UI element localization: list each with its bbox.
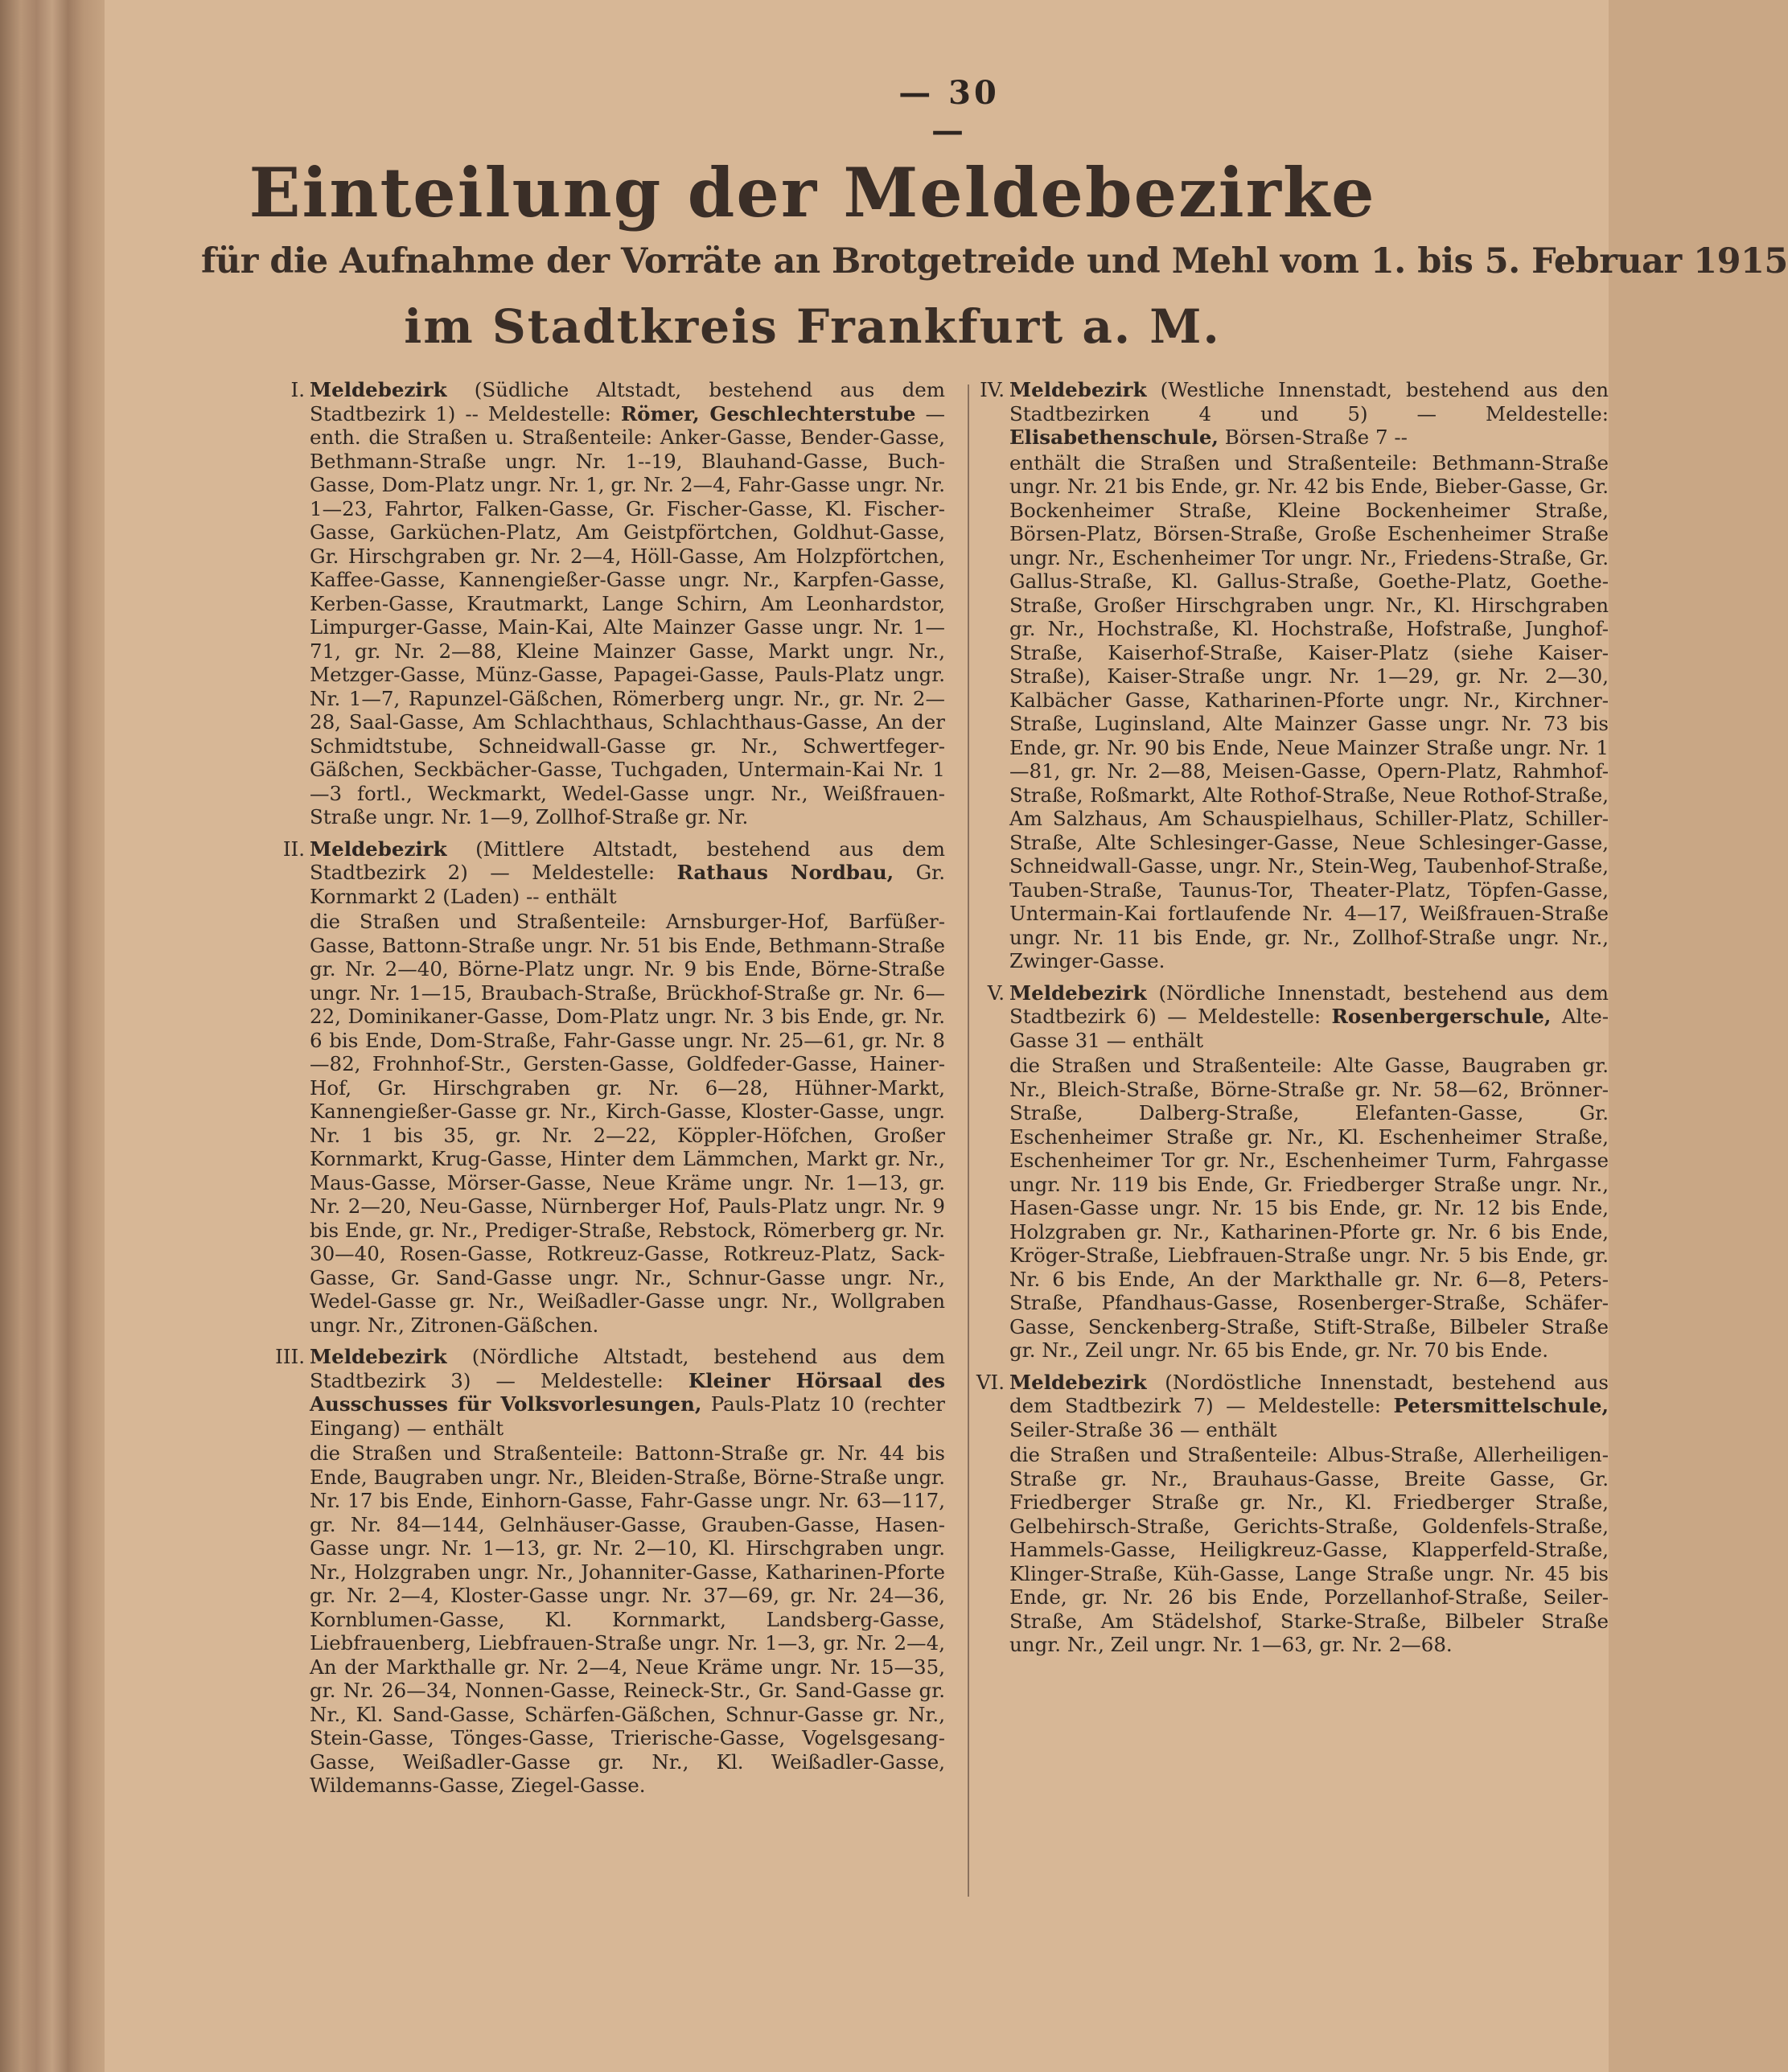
district-head: (Nördliche Altstadt, bestehend aus dem Stadtbezirk 3) — Meldestelle: [310,1345,945,1392]
page-number: — 30 — [898,74,1000,150]
district-2 [282,837,945,1338]
district-address: Seiler-Straße 36 — enthält [1009,1417,1277,1441]
district-label: Meldebezirk [310,837,447,861]
district-heading [310,1345,945,1440]
district-office: Kleiner Hörsaal des Ausschusses für Volksvorlesungen, [310,1368,945,1416]
district-heading [1009,378,1609,450]
district-3 [275,1345,945,1798]
right-column [976,378,1609,1665]
district-head: (Mittlere Altstadt, bestehend aus dem Stadtbezirk 2) — Meldestelle: [310,837,945,884]
district-label: Meldebezirk [1009,378,1147,401]
district-heading [1009,981,1609,1053]
district-head: (Nördliche Innenstadt, bestehend aus dem Stadtbezirk 6) — Meldestelle: [1009,980,1609,1028]
district-streets: die Straßen und Straßenteile: Battonn-Straße gr. Nr. 44 bis Ende, Baugraben ungr. Nr., Bleiden-Straße, Börne-Straße ungr. Nr. 17 bis Ende, Einhorn-Gasse, Fahr-Gasse ungr. Nr. 63—117, gr. Nr. 84—144, Gelnhäuser-Gasse, Grauben-Gasse, Hasen-Gasse ungr. Nr. 1—13, gr. Nr. 2—10, Kl. Hirschgraben ungr. Nr., Holzgraben ungr. Nr., Johanniter-Gasse, Katharinen-Pforte gr. Nr. 2—4, Kloster-Gasse ungr. Nr. 37—69, gr. Nr. 24—36, Kornblumen-Gasse, Kl. Kornmarkt, Landsberg-Gasse, Liebfrauenberg, Liebfrauen-Straße ungr. Nr. 1—3, gr. Nr. 2—4, An der Markthalle gr. Nr. 2—4, Neue Kräme ungr. Nr. 15—35, gr. Nr. 26—34, Nonnen-Gasse, Reineck-Str., Gr. Sand-Gasse gr. Nr., Kl. Sand-Gasse, Schärfen-Gäßchen, Schnur-Gasse gr. Nr., Stein-Gasse, Tönges-Gasse, Trierische-Gasse, Vogelsgesang-Gasse, Weißadler-Gasse gr. Nr., Kl. Weißadler-Gasse, Wildemanns-Gasse, Ziegel-Gasse. [310,1441,945,1797]
page-subtitle-city: im Stadtkreis Frankfurt a. M. [404,299,1221,354]
district-streets: — enth. die Straßen u. Straßenteile: Anker-Gasse, Bender-Gasse, Bethmann-Straße ungr. Nr. 1--19, Blauhand-Gasse, Buch-Gasse, Dom-Platz ungr. Nr. 1, gr. Nr. 2—4, Fahr-Gasse ungr. Nr. 1—23, Fahrtor, Falken-Gasse, Gr. Fischer-Gasse, Kl. Fischer-Gasse, Garküchen-Platz, Am Geistpförtchen, Goldhut-Gasse, Gr. Hirschgraben gr. Nr. 2—4, Höll-Gasse, Am Holzpförtchen, Kaffee-Gasse, Kannengießer-Gasse ungr. Nr., Karpfen-Gasse, Kerben-Gasse, Krautmarkt, Lange Schirn, Am Leonhardstor, Limpurger-Gasse, Main-Kai, Alte Mainzer Gasse ungr. Nr. 1—71, gr. Nr. 2—88, Kleine Mainzer Gasse, Markt ungr. Nr., Metzger-Gasse, Münz-Gasse, Papagei-Gasse, Pauls-Platz ungr. Nr. 1—7, Rapunzel-Gäßchen, Römerberg ungr. Nr., gr. Nr. 2—28, Saal-Gasse, Am Schlachthaus, Schlachthaus-Gasse, An der Schmidtstube, Schneidwall-Gasse gr. Nr., Schwertfeger-Gäßchen, Seckbächer-Gasse, Tuchgaden, Untermain-Kai Nr. 1—3 fortl., Weckmarkt, Wedel-Gasse ungr. Nr., Weißfrauen-Straße ungr. Nr. 1—9, Zollhof-Straße gr. Nr. [310,401,945,828]
district-office: Rathaus Nordbau, [676,861,894,884]
district-head: (Nordöstliche Innenstadt, bestehend aus dem Stadtbezirk 7) — Meldestelle: [1009,1370,1609,1417]
district-6 [976,1370,1609,1657]
left-column [275,378,946,1806]
district-label: Meldebezirk [1009,1370,1147,1394]
district-heading [310,837,945,909]
district-head: (Südliche Altstadt, bestehend aus dem Stadtbezirk 1) -- Meldestelle: [310,378,946,426]
column-divider [968,384,969,1897]
district-5 [987,980,1609,1363]
page-subtitle: für die Aufnahme der Vorräte an Brotgetreide und Mehl vom 1. bis 5. Februar 1915 [201,241,1788,282]
district-office: Petersmittelschule, [1393,1394,1609,1417]
district-heading [1009,1371,1609,1442]
district-numeral: V. [987,980,1005,1005]
district-streets: die Straßen und Straßenteile: Alte Gasse, Baugraben gr. Nr., Bleich-Straße, Börne-Straße gr. Nr. 58—62, Brönner-Straße, Dalberg-Straße, Elefanten-Gasse, Gr. Eschenheimer Straße gr. Nr., Kl. Eschenheimer Straße, Eschenheimer Tor gr. Nr., Eschenheimer Turm, Fahrgasse ungr. Nr. 119 bis Ende, Gr. Friedberger Straße ungr. Nr., Hasen-Gasse ungr. Nr. 15 bis Ende, gr. Nr. 12 bis Ende, Holzgraben gr. Nr., Katharinen-Pforte gr. Nr. 6 bis Ende, Kröger-Straße, Liebfrauen-Straße ungr. Nr. 5 bis Ende, gr. Nr. 6 bis Ende, An der Markthalle gr. Nr. 6—8, Peters-Straße, Pfandhaus-Gasse, Rosenberger-Straße, Schäfer-Gasse, Senckenberg-Straße, Stift-Straße, Bilbeler Straße gr. Nr., Zeil ungr. Nr. 65 bis Ende, gr. Nr. 70 bis Ende. [1009,1054,1609,1362]
district-1 [290,378,946,829]
district-numeral: III. [275,1345,305,1368]
district-office: Römer, Geschlechterstube [620,401,916,426]
district-label: Meldebezirk [1009,980,1147,1005]
district-text [310,378,945,829]
district-head: (Westliche Innenstadt, bestehend aus den Stadtbezirken 4 und 5) — Meldestelle: [1009,378,1609,426]
district-office: Elisabethenschule, [1009,426,1219,449]
district-address: Börsen-Straße 7 -- [1224,426,1408,449]
district-4 [980,378,1609,973]
district-streets: die Straßen und Straßenteile: Arnsburger-Hof, Barfüßer-Gasse, Battonn-Straße ungr. Nr. 51 bis Ende, Bethmann-Straße gr. Nr. 2—40, Börne-Platz ungr. Nr. 9 bis Ende, Börne-Straße ungr. Nr. 1—15, Braubach-Straße, Brückhof-Straße gr. Nr. 6—22, Dominikaner-Gasse, Dom-Platz ungr. Nr. 3 bis Ende, gr. Nr. 6 bis Ende, Dom-Straße, Fahr-Gasse ungr. Nr. 25—61, gr. Nr. 8—82, Frohnhof-Str., Gersten-Gasse, Goldfeder-Gasse, Hainer-Hof, Gr. Hirschgraben gr. Nr. 6—28, Hühner-Markt, Kannengießer-Gasse gr. Nr., Kirch-Gasse, Kloster-Gasse, ungr. Nr. 1 bis 35, gr. Nr. 2—22, Köppler-Höfchen, Großer Kornmarkt, Krug-Gasse, Hinter dem Lämmchen, Markt gr. Nr., Maus-Gasse, Mörser-Gasse, Neue Kräme ungr. Nr. 1—13, gr. Nr. 2—20, Neu-Gasse, Nürnberger Hof, Pauls-Platz ungr. Nr. 9 bis Ende, gr. Nr., Prediger-Straße, Rebstock, Römerberg gr. Nr. 30—40, Rosen-Gasse, Rotkreuz-Gasse, Rotkreuz-Platz, Sack-Gasse, Gr. Sand-Gasse ungr. Nr., Schnur-Gasse ungr. Nr., Wedel-Gasse gr. Nr., Weißadler-Gasse ungr. Nr., Wollgraben ungr. Nr., Zitronen-Gäßchen. [310,910,945,1337]
district-address: Alte-Gasse 31 — enthält [1009,1005,1609,1052]
district-numeral: I. [290,378,305,401]
district-address: Gr. Kornmarkt 2 (Laden) -- enthält [310,861,945,908]
district-numeral: VI. [976,1370,1005,1394]
district-numeral: IV. [980,378,1005,401]
district-office: Rosenbergerschule, [1331,1005,1552,1028]
district-address: Pauls-Platz 10 (rechter Eingang) — enthält [310,1392,945,1440]
book-binding-edge [0,0,105,2072]
district-streets: die Straßen und Straßenteile: Albus-Straße, Allerheiligen-Straße gr. Nr., Brauhaus-Gasse, Breite Gasse, Gr. Friedberger Straße gr. Nr., Kl. Friedberger Straße, Gelbehirsch-Straße, Gerichts-Straße, Goldenfels-Straße, Hammels-Gasse, Heiligkreuz-Gasse, Klapperfeld-Straße, Klinger-Straße, Küh-Gasse, Lange Straße ungr. Nr. 45 bis Ende, gr. Nr. 26 bis Ende, Porzellanhof-Straße, Seiler-Straße, Am Städelshof, Starke-Straße, Bilbeler Straße ungr. Nr., Zeil ungr. Nr. 1—63, gr. Nr. 2—68. [1009,1443,1609,1656]
district-label: Meldebezirk [310,1345,447,1368]
district-numeral: II. [282,837,305,861]
page-title: Einteilung der Meldebezirke [249,153,1376,232]
district-streets: enthält die Straßen und Straßenteile: Bethmann-Straße ungr. Nr. 21 bis Ende, gr. Nr. 42 bis Ende, Bieber-Gasse, Gr. Bockenheimer Straße, Kleine Bockenheimer Straße, Börsen-Platz, Börsen-Straße, Große Eschenheimer Straße ungr. Nr., Eschenheimer Tor ungr. Nr., Friedens-Straße, Gr. Gallus-Straße, Kl. Gallus-Straße, Goethe-Platz, Goethe-Straße, Großer Hirschgraben ungr. Nr., Kl. Hirschgraben gr. Nr., Hochstraße, Kl. Hochstraße, Hofstraße, Junghof-Straße, Kaiserhof-Straße, Kaiser-Platz (siehe Kaiser-Straße), Kaiser-Straße ungr. Nr. 1—29, gr. Nr. 2—30, Kalbächer Gasse, Katharinen-Pforte ungr. Nr., Kirchner-Straße, Luginsland, Alte Mainzer Gasse ungr. Nr. 73 bis Ende, gr. Nr. 90 bis Ende, Neue Mainzer Straße ungr. Nr. 1—81, gr. Nr. 2—88, Meisen-Gasse, Opern-Platz, Rahmhof-Straße, Roßmarkt, Alte Rothof-Straße, Neue Rothof-Straße, Am Salzhaus, Am Schauspielhaus, Schiller-Platz, Schiller-Straße, Alte Schlesinger-Gasse, Neue Schlesinger-Gasse, Schneidwall-Gasse, ungr. Nr., Stein-Weg, Taubenhof-Straße, Tauben-Straße, Taunus-Tor, Theater-Platz, Töpfen-Gasse, Untermain-Kai fortlaufende Nr. 4—17, Weißfrauen-Straße ungr. Nr. 11 bis Ende, gr. Nr., Zollhof-Straße ungr. Nr., Zwinger-Gasse. [1009,450,1609,972]
district-label: Meldebezirk [310,378,447,401]
